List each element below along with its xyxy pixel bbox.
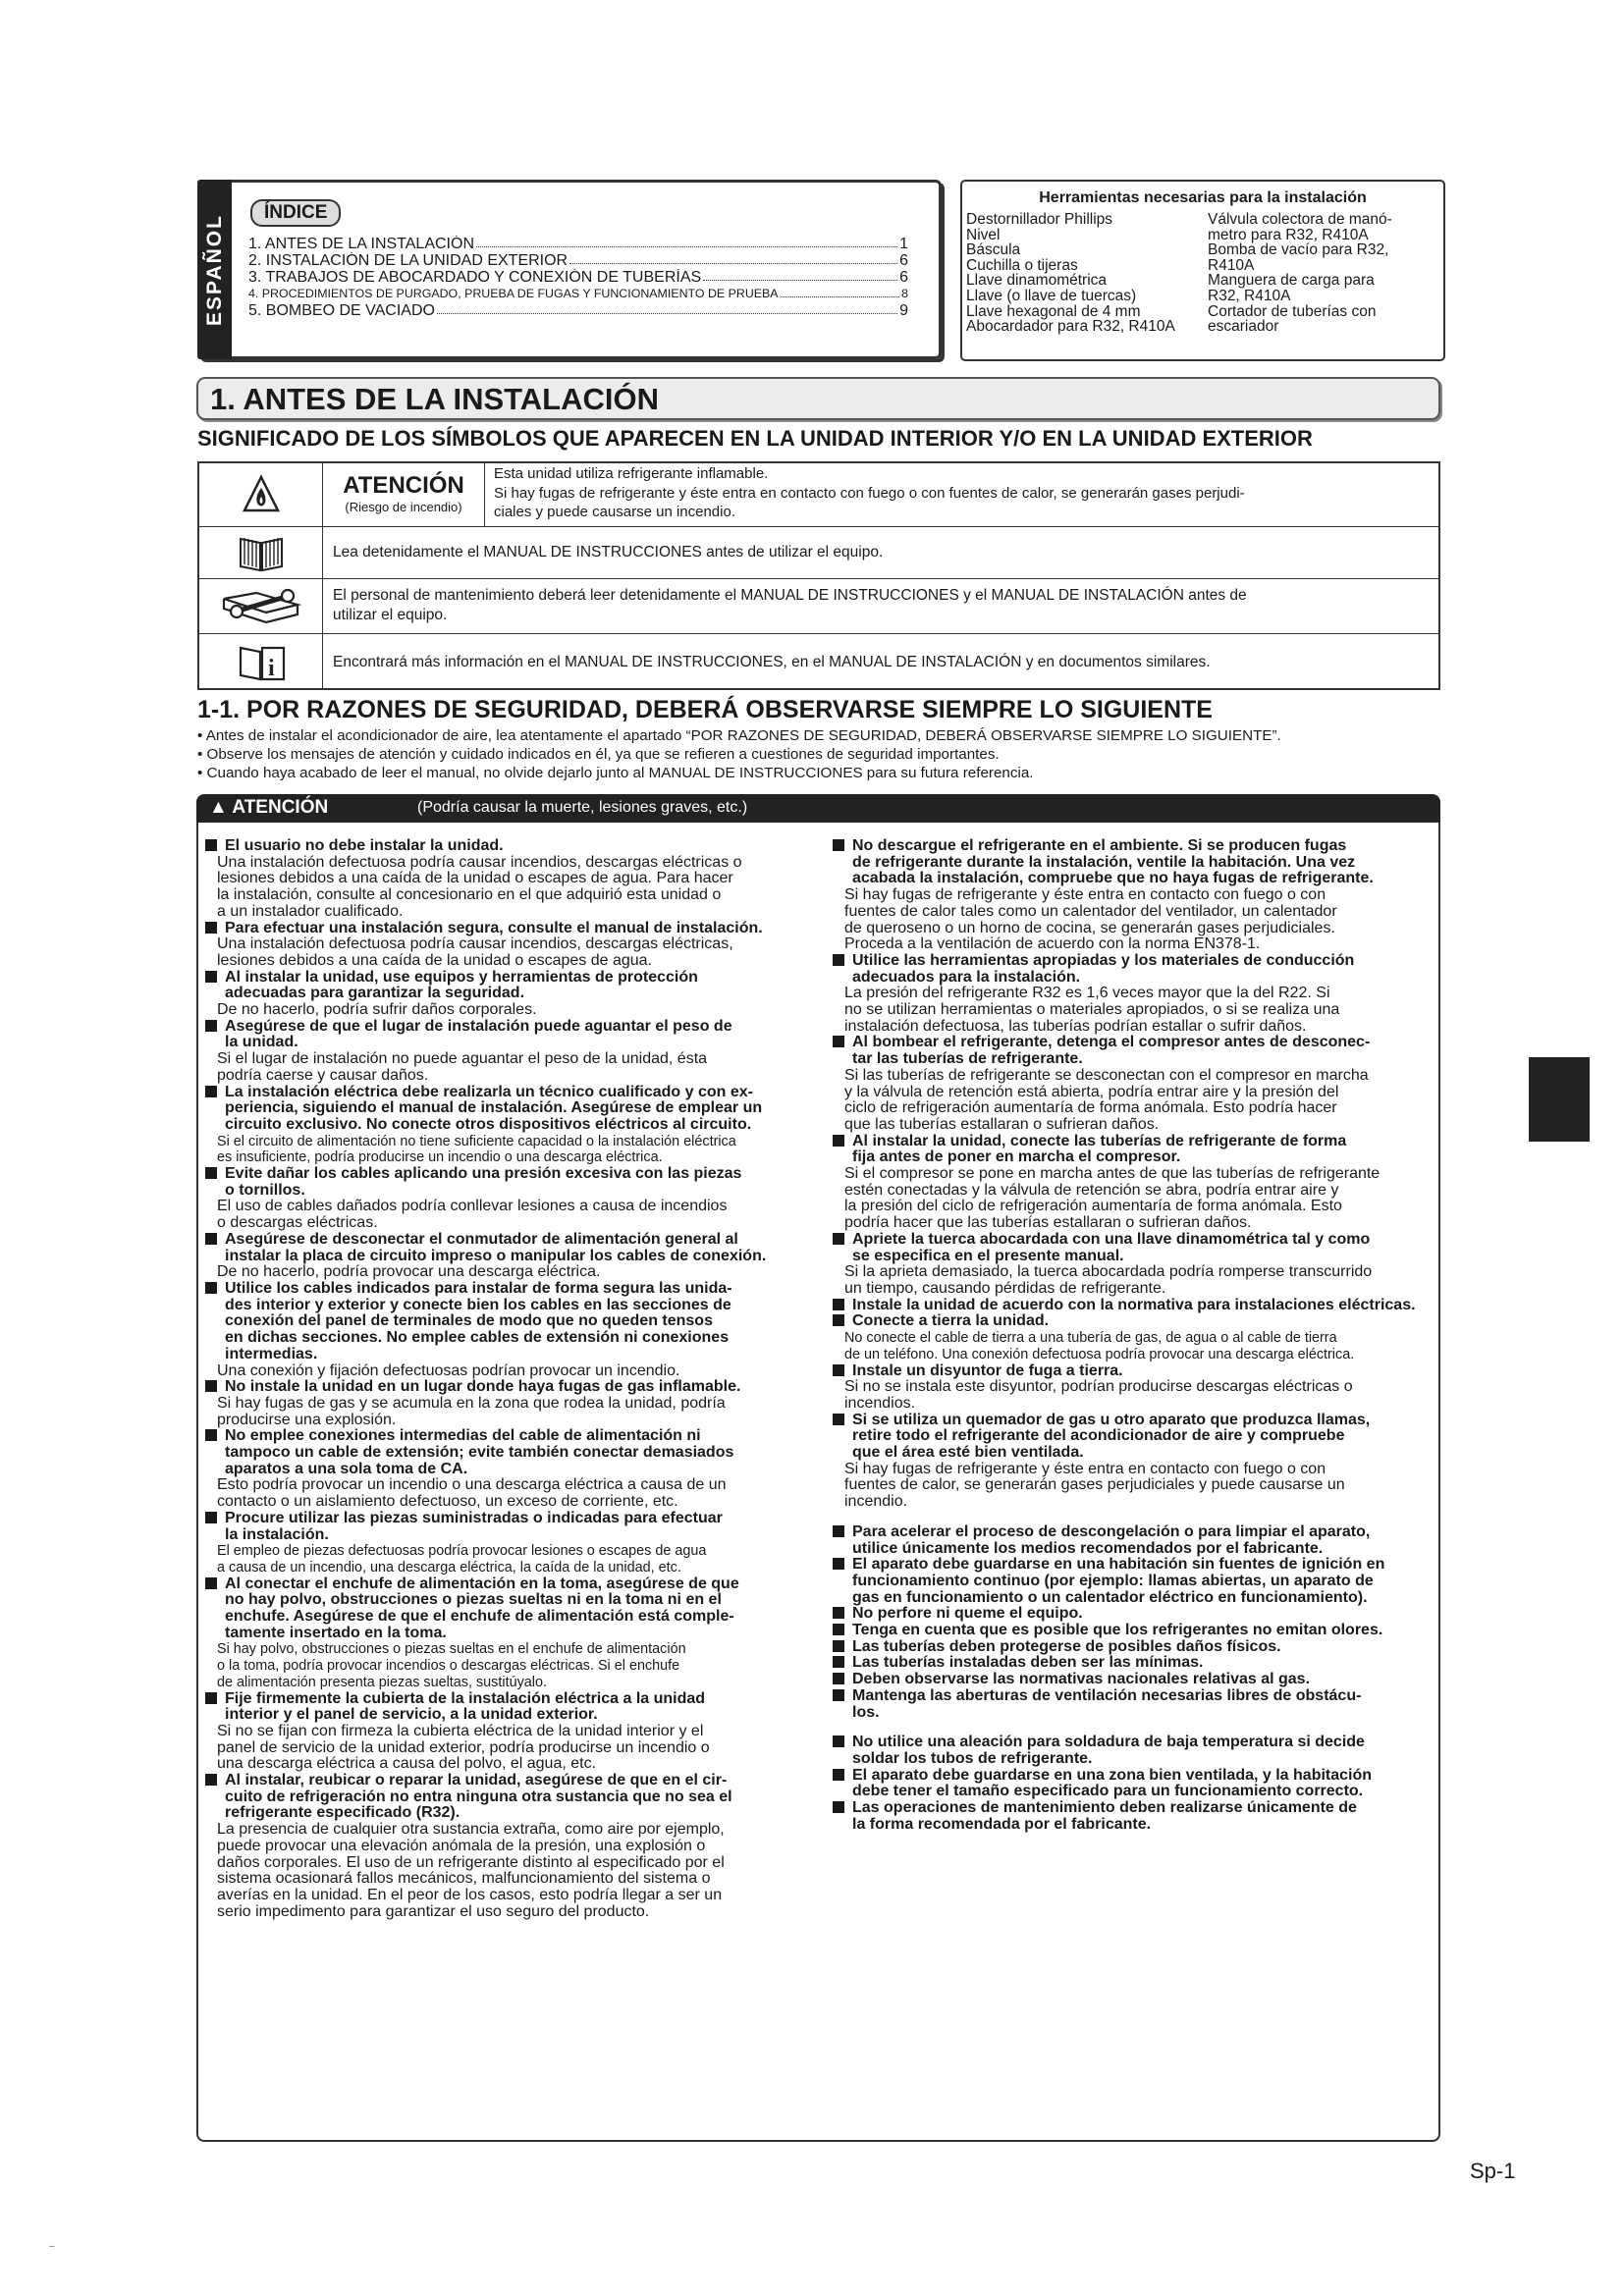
warning-line: Las operaciones de mantenimiento deben realizarse únicamente de — [833, 1800, 1434, 1817]
toc-entry — [248, 269, 908, 286]
safety-bullet: • Observe los mensajes de atención y cuidado indicados en él, ya que se refieren a cuestiones de seguridad importantes. — [197, 746, 1000, 763]
warning-line: circuito exclusivo. No conecte otros dispositivos eléctricos al circuito. — [225, 1115, 752, 1133]
service-text-line: El personal de mantenimiento deberá leer detenidamente el MANUAL DE INSTRUCCIONES y el MANUAL DE INSTALACIÓN antes de — [333, 587, 1247, 604]
warning-line: Una instalación defectuosa podría causar incendios, descargas eléctricas o — [217, 853, 742, 871]
section-header: 1. ANTES DE LA INSTALACIÓN — [196, 377, 1440, 420]
warning-line: Una instalación defectuosa podría causar incendios, descargas eléctricas, — [217, 935, 733, 953]
warning-line: instalación defectuosa, las tuberías podrían estallar o sufrir daños. — [844, 1017, 1307, 1035]
warning-line: Al bombear el refrigerante, detenga el compresor antes de desconec- — [833, 1035, 1434, 1051]
tool-item: Nivel — [966, 226, 1001, 243]
tool-item: R32, R410A — [1208, 287, 1291, 304]
warning-line: Una conexión y fijación defectuosas podrían provocar un incendio. — [217, 1362, 680, 1379]
warning-line: enchufe. Asegúrese de que el enchufe de alimentación está comple- — [225, 1608, 734, 1626]
warning-text-line: ciales y puede causarse un incendio. — [494, 504, 735, 520]
warning-line: lesiones debidos a una caída de la unidad o escapes de agua. — [217, 951, 653, 969]
warning-line: El aparato debe guardarse en una zona bien ventilada, y la habitación — [833, 1768, 1434, 1785]
tool-item: escariador — [1208, 318, 1279, 336]
tools-left-list — [966, 212, 1175, 335]
warning-line: producirse una explosión. — [217, 1411, 397, 1428]
toc-leader — [437, 302, 897, 314]
warning-label: ATENCIÓN (Riesgo de incendio) — [323, 463, 485, 526]
warning-line: Si hay fugas de refrigerante y éste entra en contacto con fuego o con — [844, 1460, 1326, 1477]
toc-entry-page: 9 — [899, 302, 908, 319]
warning-line: o la toma, podría provocar incendios o descargas eléctricas. Si el enchufe — [217, 1658, 680, 1675]
warning-line: Si no se instala este disyuntor, podrían producirse descargas eléctricas o — [844, 1378, 1353, 1396]
warning-line: No utilice una aleación para soldadura de baja temperatura si decide — [833, 1735, 1434, 1751]
warning-line: utilice únicamente los medios recomendados por el fabricante. — [852, 1539, 1324, 1557]
toc-entry-page: 6 — [899, 269, 908, 286]
warning-line: o descargas eléctricas. — [217, 1214, 378, 1232]
warning-line: Evite dañar los cables aplicando una presión excesiva con las piezas — [205, 1166, 814, 1183]
warning-line: Mantenga las aberturas de ventilación necesarias libres de obstácu- — [833, 1688, 1434, 1705]
warning-line: Apriete la tuerca abocardada con una llave dinamométrica tal y como — [833, 1232, 1434, 1249]
warning-line: incendios. — [844, 1394, 916, 1412]
safety-bullet: • Antes de instalar el acondicionador de aire, lea atentamente el apartado “POR RAZONES DE SEGURIDAD, DEBERÁ OBSERVARSE SIEMPRE LO SIGUIENTE”. — [197, 727, 1281, 744]
warning-line: soldar los tubos de refrigerante. — [852, 1749, 1093, 1767]
safety-bullet-text: Observe los mensajes de atención y cuidado indicados en él, ya que se refieren a cuestiones de seguridad importantes. — [206, 746, 1000, 763]
warning-line: Proceda a la ventilación de acuerdo con la norma EN378-1. — [844, 935, 1261, 953]
tool-item: Cortador de tuberías con — [1208, 302, 1377, 320]
toc-entry-text: 3. TRABAJOS DE ABOCARDADO Y CONEXIÓN DE TUBERÍAS — [248, 269, 702, 286]
warning-line: intermedias. — [225, 1345, 318, 1362]
tools-title: Herramientas necesarias para la instalación — [1039, 189, 1367, 206]
service-text-line: utilizar el equipo. — [333, 607, 448, 623]
tool-item: Destornillador Phillips — [966, 211, 1113, 228]
warning-line: funcionamiento continuo (por ejemplo: llamas abiertas, un aparato de — [852, 1572, 1374, 1589]
warning-line: periencia, siguiendo el manual de instalación. Asegúrese de emplear un — [225, 1099, 763, 1117]
warning-line: fija antes de poner en marcha el compresor. — [852, 1148, 1181, 1166]
warning-line: Si se utiliza un quemador de gas u otro aparato que produzca llamas, — [833, 1413, 1434, 1429]
warnings-box — [196, 823, 1440, 2142]
warning-line: De no hacerlo, podría provocar una descarga eléctrica. — [217, 1263, 601, 1281]
warning-line: los. — [852, 1703, 880, 1721]
warning-text-line: Esta unidad utiliza refrigerante inflamable. — [494, 465, 769, 482]
warning-line: tamente insertado en la toma. — [225, 1624, 447, 1641]
warning-line: instalar la placa de circuito impreso o manipular los cables de conexión. — [225, 1247, 767, 1264]
warning-line: Al conectar el enchufe de alimentación en la toma, asegúrese de que — [205, 1576, 814, 1593]
warning-line: en dichas secciones. No emplee cables de extensión ni conexiones — [225, 1329, 730, 1347]
warning-line: Asegúrese de desconectar el conmutador de alimentación general al — [205, 1232, 814, 1249]
tool-item: Válvula colectora de manó- — [1208, 211, 1392, 228]
symbol-row-info — [199, 634, 1438, 690]
warning-line: puede provocar una elevación anómala de la presión, una explosión o — [217, 1837, 706, 1854]
warning-line: ciclo de refrigeración aumentaría de forma anómala. Esto podría hacer — [844, 1099, 1337, 1117]
warning-line: lesiones debidos a una caída de la unidad o escapes de agua. Para hacer — [217, 870, 733, 887]
manual-text: Lea detenidamente el MANUAL DE INSTRUCCIONES antes de utilizar el equipo. — [333, 544, 884, 561]
toc-title: ÍNDICE — [250, 199, 341, 227]
toc-leader — [781, 286, 900, 297]
warning-line: No emplee conexiones intermedias del cable de alimentación ni — [205, 1428, 814, 1445]
tool-item: metro para R32, R410A — [1208, 226, 1369, 243]
warning-line: podría caerse y causar daños. — [217, 1066, 429, 1084]
tool-item: Bomba de vacío para R32, — [1208, 241, 1389, 259]
warning-line: El uso de cables dañados podría conllevar lesiones a causa de incendios — [217, 1198, 728, 1215]
warning-line: retire todo el refrigerante del acondicionador de aire y compruebe — [852, 1427, 1345, 1445]
warning-line: Si la aprieta demasiado, la tuerca abocardada podría romperse transcurrido — [844, 1263, 1373, 1281]
warning-line: de alimentación presenta piezas sueltas, sustitúyalo. — [217, 1674, 547, 1690]
warning-line: fuentes de calor tales como un calentador del ventilador, un calentador — [844, 902, 1337, 920]
warning-line: y la válvula de retención está abierta, podría entrar aire y la presión del — [844, 1083, 1339, 1100]
service-manual-wrench-icon — [199, 579, 323, 633]
warning-line: Fije firmemente la cubierta de la instalación eléctrica a la unidad — [205, 1691, 814, 1708]
warning-line: no hay polvo, obstrucciones o piezas sueltas ni en la toma ni en el — [225, 1591, 722, 1609]
warning-line: la unidad. — [225, 1034, 298, 1051]
warning-line: se especifica en el presente manual. — [852, 1247, 1124, 1264]
warning-line: incendio. — [844, 1493, 908, 1511]
warning-line: Deben observarse las normativas nacionales relativas al gas. — [833, 1672, 1434, 1688]
safety-bullet-text: Antes de instalar el acondicionador de aire, lea atentamente el apartado “POR RAZONES DE SEGURIDAD, DEBERÁ OBSERVARSE SIEMPRE LO SIGUIENTE”. — [205, 727, 1281, 744]
toc-entry-text: 5. BOMBEO DE VACIADO — [248, 302, 435, 319]
warning-line: Asegúrese de que el lugar de instalación puede aguantar el peso de — [205, 1019, 814, 1036]
warning-line: La presión del refrigerante R32 es 1,6 veces mayor que la del R22. Si — [844, 985, 1330, 1002]
safety-bullet: • Cuando haya acabado de leer el manual, no olvide dejarlo junto al MANUAL DE INSTRUCCIONES para su futura referencia. — [197, 765, 1034, 781]
right-column — [833, 838, 1434, 1833]
toc-leader — [476, 236, 897, 247]
warning-line — [833, 1511, 1434, 1524]
info-book-icon — [199, 634, 323, 690]
tool-item: R410A — [1208, 256, 1255, 274]
warning-line: daños corporales. El uso de un refrigerante distinto al especificado por el — [217, 1853, 725, 1871]
warning-line: sistema ocasionará fallos mecánicos, malfuncionamiento del sistema o — [217, 1870, 711, 1888]
warning-line: El usuario no debe instalar la unidad. — [205, 838, 814, 855]
warning-line: El aparato debe guardarse en una habitación sin fuentes de ignición en — [833, 1557, 1434, 1574]
toc-entry — [248, 302, 908, 319]
warning-line: no se utilizan herramientas o materiales apropiados, o si se realiza una — [844, 1001, 1340, 1019]
warning-line: refrigerante especificado (R32). — [225, 1804, 460, 1822]
warning-line: Si las tuberías de refrigerante se desconectan con el compresor en marcha — [844, 1066, 1369, 1084]
warning-line: averías en la unidad. En el peor de los casos, esto podría llegar a ser un — [217, 1887, 723, 1903]
symbol-row-manual — [199, 527, 1438, 579]
left-column — [205, 838, 814, 1920]
toc-leader — [569, 252, 897, 264]
warning-line: Tenga en cuenta que es posible que los refrigerantes no emitan olores. — [833, 1623, 1434, 1639]
warning-line: la forma recomendada por el fabricante. — [852, 1815, 1152, 1833]
symbol-row-service — [199, 579, 1438, 634]
warning-line: No perfore ni queme el equipo. — [833, 1606, 1434, 1623]
symbols-table — [197, 461, 1440, 690]
warning-line: acabada la instalación, compruebe que no haya fugas de refrigerante. — [852, 870, 1374, 887]
warning-line: serio impedimento para garantizar el uso seguro del producto. — [217, 1902, 650, 1920]
warning-line: adecuadas para garantizar la seguridad. — [225, 985, 525, 1002]
warning-line: debe tener el tamaño especificado para un funcionamiento correcto. — [852, 1783, 1364, 1800]
warning-line: la instalación. — [225, 1525, 329, 1543]
warning-line: un tiempo, causando pérdidas de refrigerante. — [844, 1279, 1166, 1297]
warning-line: Las tuberías deben protegerse de posibles daños físicos. — [833, 1639, 1434, 1656]
warning-line: Al instalar la unidad, use equipos y herramientas de protección — [205, 970, 814, 987]
warning-line: contacto o un aislamiento defectuoso, un exceso de corriente, etc. — [217, 1493, 678, 1511]
warning-line: de refrigerante durante la instalación, ventile la habitación. Una vez — [852, 853, 1356, 871]
toc-list — [248, 236, 908, 319]
toc-entry-page: 6 — [899, 252, 908, 269]
warning-line: aparatos a una sola toma de CA. — [225, 1460, 468, 1477]
corner-mark: – — [49, 2241, 55, 2252]
warning-line: No instale la unidad en un lugar donde haya fugas de gas inflamable. — [205, 1379, 814, 1396]
toc-entry-text: 4. PROCEDIMIENTOS DE PURGADO, PRUEBA DE FUGAS Y FUNCIONAMIENTO DE PRUEBA — [248, 287, 779, 300]
tool-item: Llave dinamométrica — [966, 272, 1108, 290]
warning-line: De no hacerlo, podría sufrir daños corporales. — [217, 1001, 537, 1019]
warning-line: la presión del ciclo de refrigeración aumentaría de forma anómala. Esto — [844, 1198, 1342, 1215]
warning-line: una descarga eléctrica a causa del polvo, el agua, etc. — [217, 1755, 597, 1773]
svg-text:i: i — [268, 656, 275, 681]
warning-line: de queroseno o un horno de cocina, se generarán gases perjudiciales. — [844, 919, 1335, 936]
tool-item: Manguera de carga para — [1208, 272, 1375, 290]
warning-line: Si el circuito de alimentación no tiene suficiente capacidad o la instalación eléctrica — [217, 1133, 736, 1149]
warning-line: de un teléfono. Una conexión defectuosa podría provocar una descarga eléctrica. — [844, 1346, 1355, 1362]
warning-line: Las tuberías instaladas deben ser las mínimas. — [833, 1655, 1434, 1672]
warning-line: No conecte el cable de tierra a una tubería de gas, de agua o al cable de tierra — [844, 1330, 1337, 1347]
toc-leader — [703, 269, 897, 281]
section-thumb-tab — [1529, 1057, 1590, 1142]
warning-line: Instale un disyuntor de fuga a tierra. — [833, 1363, 1434, 1380]
warning-line: Al instalar, reubicar o reparar la unidad, asegúrese de que en el cir- — [205, 1773, 814, 1789]
warning-line: a causa de un incendio, una descarga eléctrica, la caída de la unidad, etc. — [217, 1559, 681, 1575]
warning-line: Procure utilizar las piezas suministradas o indicadas para efectuar — [205, 1511, 814, 1527]
warning-line: No descargue el refrigerante en el ambiente. Si se producen fugas — [833, 838, 1434, 855]
warning-line: cuito de refrigeración no entra ninguna otra sustancia que no sea el — [225, 1788, 732, 1805]
toc-entry — [248, 286, 908, 302]
safety-bullets — [197, 726, 1281, 782]
toc-entry-page: 8 — [901, 287, 908, 300]
book-icon — [199, 527, 323, 578]
safety-title: 1-1. POR RAZONES DE SEGURIDAD, DEBERÁ OBSERVARSE SIEMPRE LO SIGUIENTE — [197, 696, 1213, 723]
warning-line: adecuados para la instalación. — [852, 968, 1081, 986]
warning-line: Esto podría provocar un incendio o una descarga eléctrica a causa de un — [217, 1476, 727, 1494]
service-text — [333, 586, 1429, 625]
warning-line: que las tuberías estallaran o sufrieran daños. — [844, 1115, 1160, 1133]
warning-line: tampoco un cable de extensión; evite también conectar demasiados — [225, 1444, 734, 1462]
warning-line: Utilice los cables indicados para instalar de forma segura las unida- — [205, 1281, 814, 1298]
warning-line: La instalación eléctrica debe realizarla un técnico cualificado y con ex- — [205, 1085, 814, 1101]
symbol-row-warning — [199, 463, 1438, 527]
toc-entry-text: 1. ANTES DE LA INSTALACIÓN — [248, 236, 474, 252]
tools-box — [960, 180, 1445, 361]
warning-line: Si hay polvo, obstrucciones o piezas sueltas en el enchufe de alimentación — [217, 1641, 686, 1658]
warning-line: estén conectadas y la válvula de retención se abra, podría entrar aire y — [844, 1181, 1339, 1199]
warning-line: es insuficiente, podría producirse un incendio o una descarga eléctrica. — [217, 1149, 663, 1166]
warning-text-line: Si hay fugas de refrigerante y éste entra en contacto con fuego o con fuentes de calor, se generarán gases perjudi- — [494, 484, 1245, 502]
warning-line: podría hacer que las tuberías estallaran o sufrieran daños. — [844, 1214, 1252, 1232]
warning-line: Si hay fugas de gas y se acumula en la zona que rodea la unidad, podría — [217, 1394, 726, 1412]
warning-line: Si el compresor se pone en marcha antes de que las tuberías de refrigerante — [844, 1165, 1380, 1183]
warning-bar-title: ▲ ATENCIÓN — [209, 797, 329, 818]
warning-line: tar las tuberías de refrigerante. — [852, 1050, 1083, 1068]
warning-line: gas en funcionamiento o un calentador eléctrico en funcionamiento). — [852, 1588, 1368, 1606]
symbols-subtitle: SIGNIFICADO DE LOS SÍMBOLOS QUE APARECEN EN LA UNIDAD INTERIOR Y/O EN LA UNIDAD EXTERIOR — [197, 426, 1313, 451]
warning-line: Si el lugar de instalación no puede aguantar el peso de la unidad, ésta — [217, 1050, 708, 1068]
safety-bullet-text: Cuando haya acabado de leer el manual, no olvide dejarlo junto al MANUAL DE INSTRUCCIONES para su futura referencia. — [206, 765, 1034, 781]
tool-item: Llave hexagonal de 4 mm — [966, 302, 1141, 320]
warning-line: interior y el panel de servicio, a la unidad exterior. — [225, 1706, 598, 1724]
warning-line: Conecte a tierra la unidad. — [833, 1313, 1434, 1330]
warning-text — [494, 464, 1429, 522]
tool-item: Cuchilla o tijeras — [966, 256, 1078, 274]
tool-item: Llave (o llave de tuercas) — [966, 287, 1137, 304]
warning-line: Si no se fijan con firmeza la cubierta eléctrica de la unidad interior y el — [217, 1722, 704, 1739]
info-text: Encontrará más información en el MANUAL DE INSTRUCCIONES, en el MANUAL DE INSTALACIÓN y en documentos similares. — [333, 654, 1211, 670]
toc-entry-text: 2. INSTALACIÓN DE LA UNIDAD EXTERIOR — [248, 252, 568, 269]
warning-line: o tornillos. — [225, 1181, 305, 1199]
warning-line: Instale la unidad de acuerdo con la normativa para instalaciones eléctricas. — [833, 1298, 1434, 1314]
warning-line: El empleo de piezas defectuosas podría provocar lesiones o escapes de agua — [217, 1543, 707, 1560]
warning-line: a un instalador cualificado. — [217, 902, 404, 920]
toc-entry — [248, 236, 908, 252]
warning-bar-note: (Podría causar la muerte, lesiones graves, etc.) — [417, 799, 748, 816]
tools-right-list — [1208, 212, 1392, 335]
language-tab: ESPAÑOL — [197, 180, 232, 359]
warning-line: panel de servicio de la unidad exterior, podría producirse un incendio o — [217, 1738, 710, 1756]
warning-line: Para efectuar una instalación segura, consulte el manual de instalación. — [205, 921, 814, 937]
warning-line: que el área esté bien ventilada. — [852, 1444, 1084, 1462]
warning-line: Si hay fugas de refrigerante y éste entra en contacto con fuego o con — [844, 886, 1326, 904]
tool-item: Báscula — [966, 241, 1021, 259]
warning-line: Para acelerar el proceso de descongelación o para limpiar el aparato, — [833, 1524, 1434, 1541]
warning-line: des interior y exterior y conecte bien los cables en las secciones de — [225, 1296, 731, 1313]
toc-entry — [248, 252, 908, 269]
warning-line — [833, 1721, 1434, 1735]
warning-line: conexión del panel de terminales de modo que no queden tensos — [225, 1312, 713, 1330]
flammable-warning-icon — [199, 463, 323, 526]
warning-line: La presencia de cualquier otra sustancia extraña, como aire por ejemplo, — [217, 1821, 725, 1839]
warning-line: fuentes de calor, se generarán gases perjudiciales y puede causarse un — [844, 1476, 1345, 1494]
toc-entry-page: 1 — [899, 236, 908, 252]
warning-line: la instalación, consulte al concesionario en el que adquirió esta unidad o — [217, 886, 722, 904]
warning-bar — [196, 794, 1440, 823]
warning-line: Al instalar la unidad, conecte las tuberías de refrigerante de forma — [833, 1134, 1434, 1150]
tool-item: Abocardador para R32, R410A — [966, 318, 1175, 336]
warning-line: Utilice las herramientas apropiadas y los materiales de conducción — [833, 953, 1434, 970]
page-number: Sp-1 — [1470, 2159, 1516, 2183]
